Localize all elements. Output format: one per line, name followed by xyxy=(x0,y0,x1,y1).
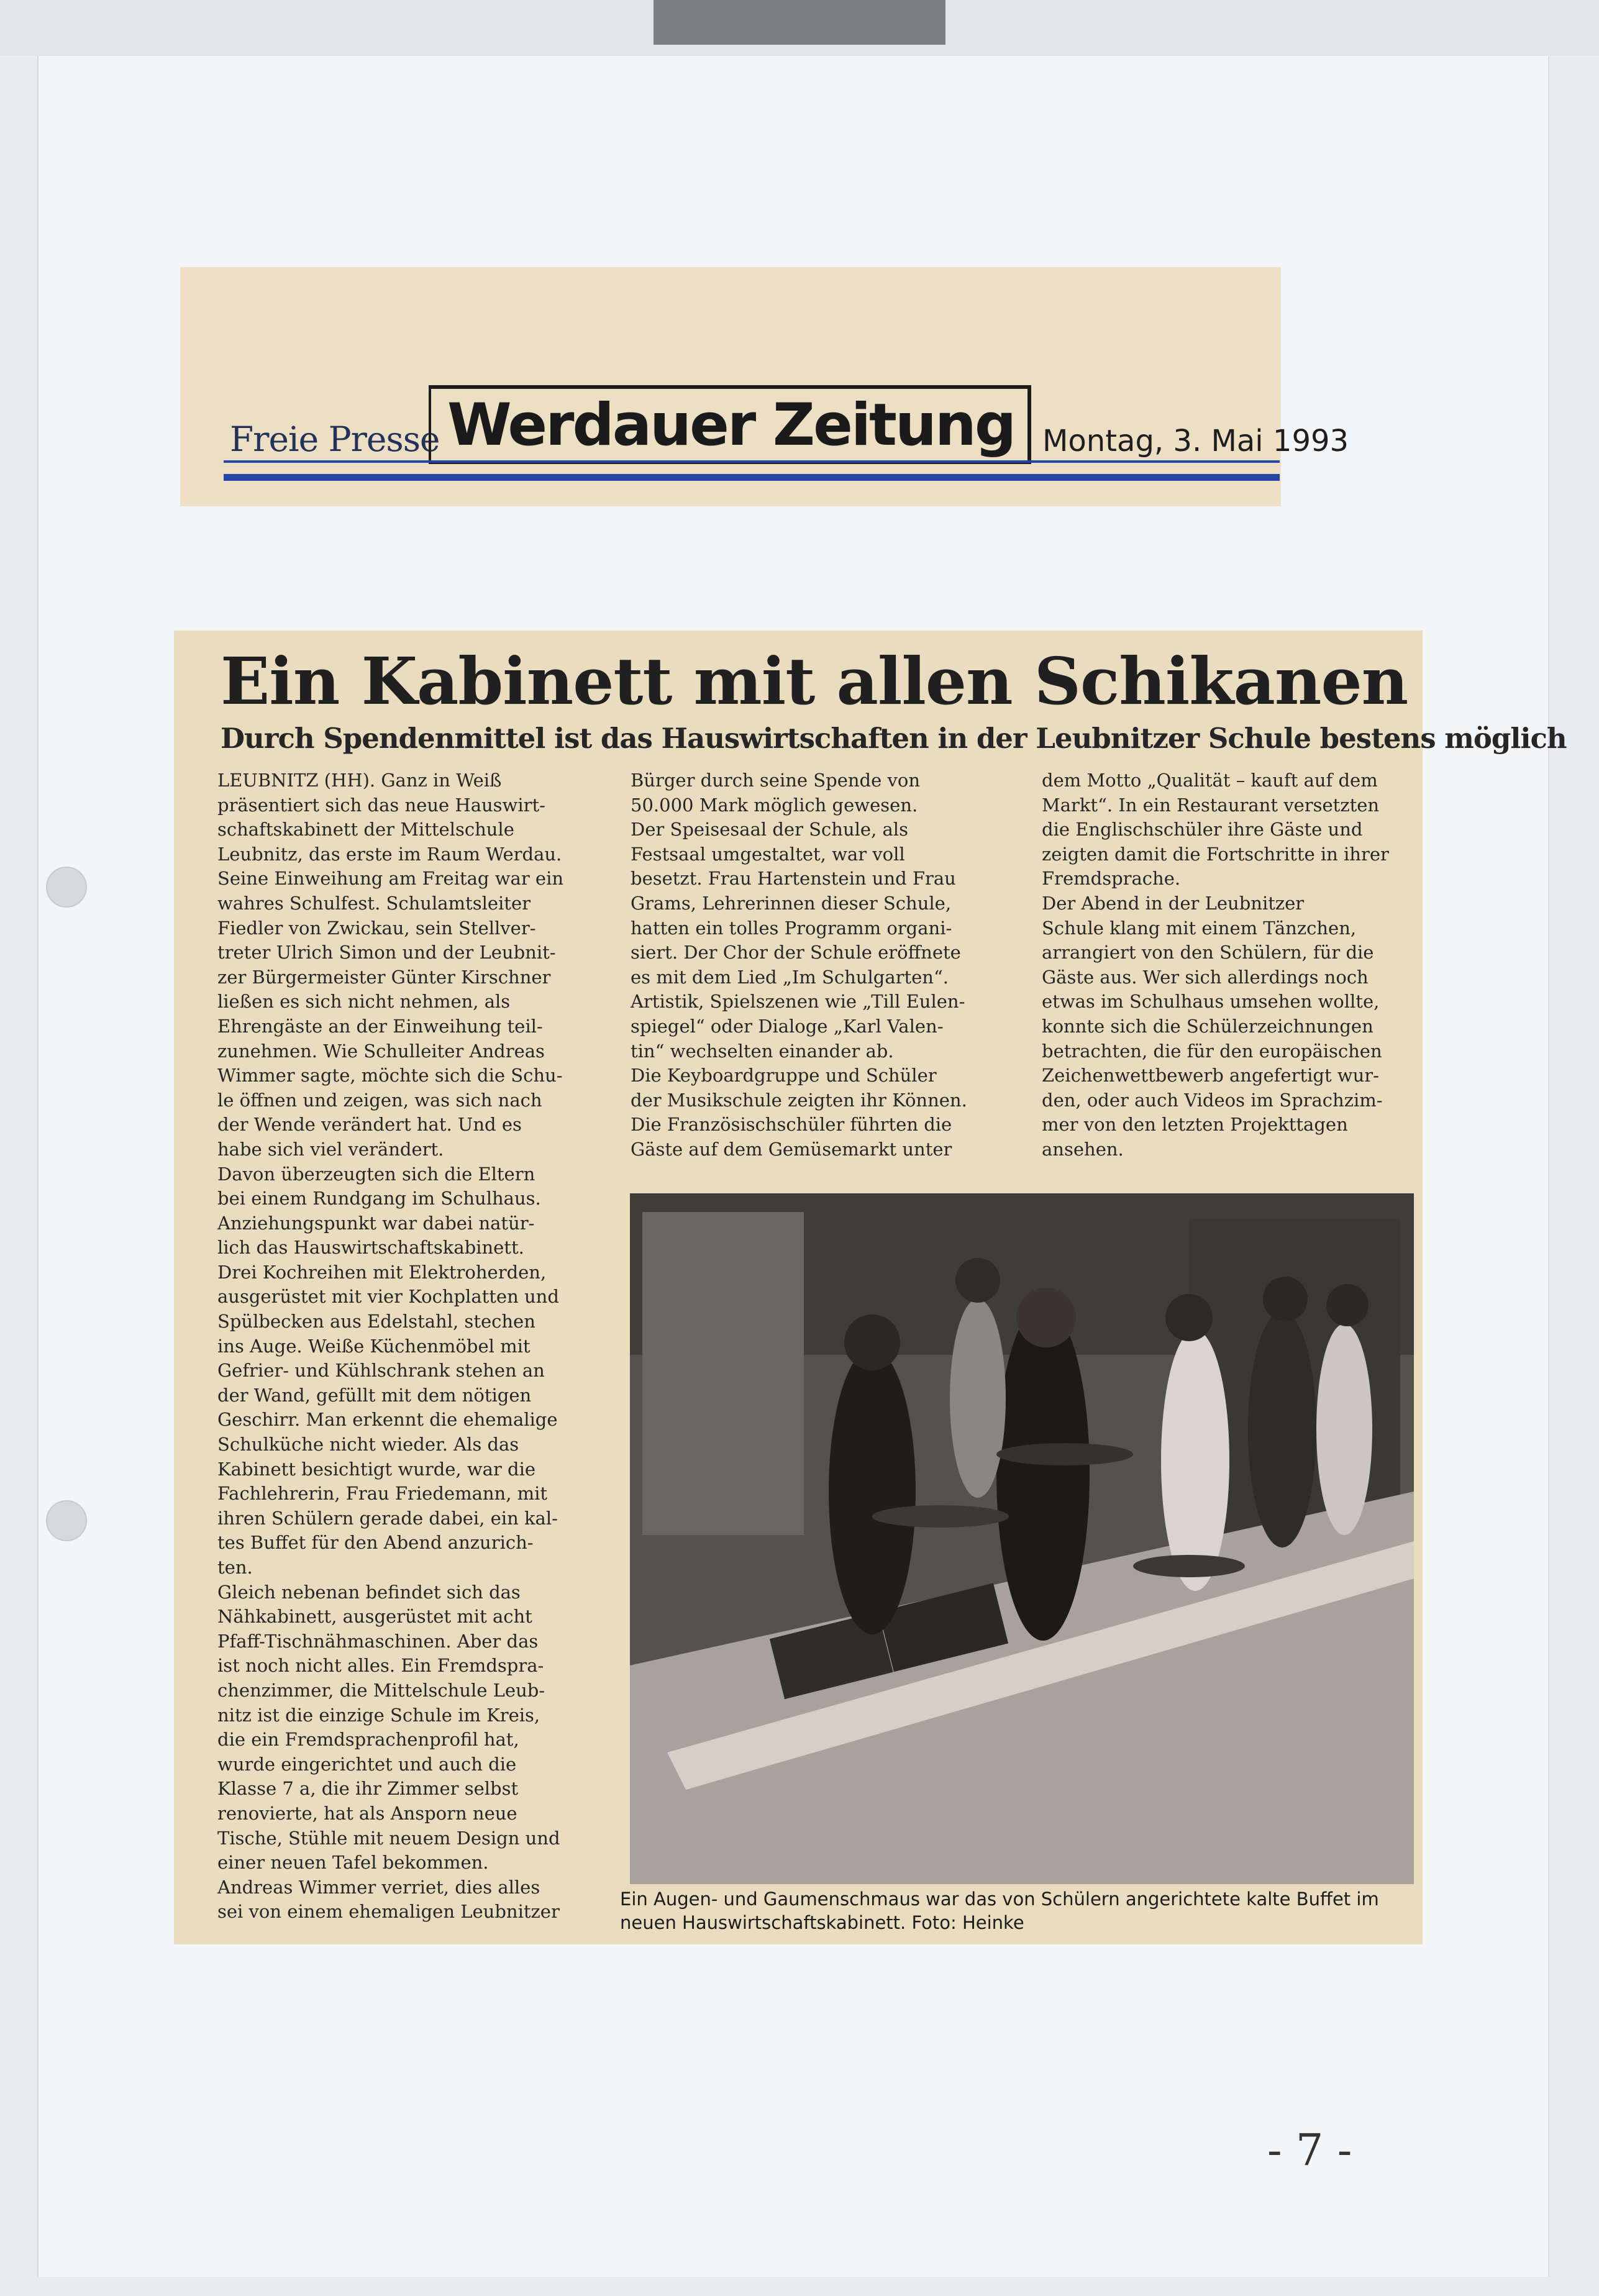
article-photo xyxy=(630,1193,1414,1884)
newspaper-name: Werdauer Zeitung xyxy=(447,391,1015,459)
article-column-1: LEUBNITZ (HH). Ganz in Weiß präsentiert sich das neue Hauswirt- schaftskabinett der Mittelschule Leubnitz, das erste im Raum Werdau. Seine Einweihung am Freitag war ein wahres Schulfest. Schulamtsleiter Fiedler von Zwickau, sein Stellver- treter Ulrich Simon und der Leubnit- zer Bürgermeister Günter Kirschner ließen es sich nicht nehmen, als Ehrengäste an der Einweihung teil- zunehmen. Wie Schulleiter Andreas Wimmer sagte, möchte sich die Schu- le öffnen und zeigen, was sich nach der Wende verändert hat. Und es habe sich viel verändert. Davon überzeugten sich die Eltern bei einem Rundgang im Schulhaus. Anziehungspunkt war dabei natür- lich das Hauswirtschaftskabinett. Drei Kochreihen mit Elektroherden, ausgerüstet mit vier Kochplatten und Spülbecken aus Edelstahl, stechen ins Auge. Weiße Küchenmöbel mit Gefrier- und Kühlschrank stehen an der Wand, gefüllt mit dem nötigen Geschirr. Man erkennt die ehemalige Schulküche nicht wieder. Als das Kabinett besichtigt wurde, war die Fachlehrerin, Frau Friedemann, mit ihren Schülern gerade dabei, ein kal- tes Buffet für den Abend anzurich- ten. Gleich nebenan befindet sich das Nähkabinett, ausgerüstet mit acht Pfaff-Tischnähmaschinen. Aber das ist noch nicht alles. Ein Fremdspra- chenzimmer, die Mittelschule Leub- nitz ist die einzige Schule im Kreis, die ein Fremdsprachenprofil hat, wurde eingerichtet und auch die Klasse 7 a, die ihr Zimmer selbst renovierte, hat als Ansporn neue Tische, Stühle mit neuem Design und einer neuen Tafel bekommen. Andreas Wimmer verriet, dies alles sei von einem ehemaligen Leubnitzer xyxy=(217,770,564,1923)
article-clipping xyxy=(174,631,1567,1944)
masthead-rule-thick xyxy=(224,474,1280,481)
article-headline: Ein Kabinett mit allen Schikanen xyxy=(221,643,1408,719)
article-column-2: Bürger durch seine Spende von 50.000 Mark möglich gewesen. Der Speisesaal der Schule, als Festsaal umgestaltet, war voll besetzt. Frau Hartenstein und Frau Grams, Lehrerinnen dieser Schule, hatten ein tolles Programm organi- siert. Der Chor der Schule eröffnete es mit dem Lied „Im Schulgarten“. Artistik, Spielszenen wie „Till Eulen- spiegel“ oder Dialoge „Karl Valen- tin“ wechselten einander ab. Die Keyboardgruppe und Schüler der Musikschule zeigten ihr Können. Die Französischschüler führten die Gäste auf dem Gemüsemarkt unter xyxy=(631,770,967,1160)
article-column-3: dem Motto „Qualität – kauft auf dem Markt“. In ein Restaurant versetzten die Englischschüler ihre Gäste und zeigten damit die Fortschritte in ihrer Fremdsprache. Der Abend in der Leubnitzer Schule klang mit einem Tänzchen, arrangiert von den Schülern, für die Gäste aus. Wer sich allerdings noch etwas im Schulhaus umsehen wollte, konnte sich die Schülerzeichnungen betrachten, die für den europäischen Zeichenwettbewerb angefertigt wur- den, oder auch Videos im Sprachzim- mer von den letzten Projekttagen ansehen. xyxy=(1042,770,1389,1160)
masthead-rule-thin xyxy=(224,460,1280,463)
page-number: - 7 - xyxy=(1267,2125,1352,2175)
punch-hole-lower xyxy=(46,1500,87,1541)
punch-hole-upper xyxy=(46,867,87,908)
photo-caption: Ein Augen- und Gaumenschmaus war das von Schülern angerichtete kalte Buffet im neuen Hauswirtschaftskabinett. Foto: Heinke xyxy=(620,1888,1379,1933)
issue-date: Montag, 3. Mai 1993 xyxy=(1042,424,1349,458)
article-subheadline: Durch Spendenmittel ist das Hauswirtschaften in der Leubnitzer Schule bestens möglich xyxy=(221,722,1567,755)
binder-tab xyxy=(654,0,945,45)
publisher-name: Freie Presse xyxy=(230,419,440,459)
masthead-clipping xyxy=(180,267,1349,506)
